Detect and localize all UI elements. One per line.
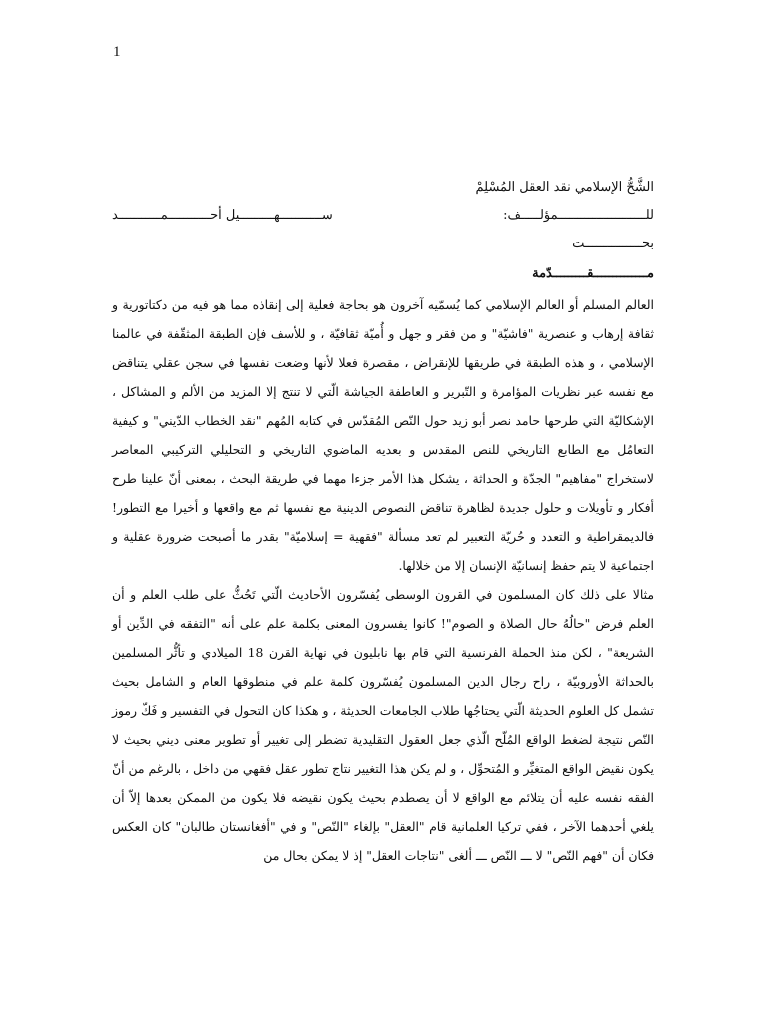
document-subtitle: بحـــــــــــــــت: [572, 236, 654, 251]
paragraph: العالم المسلم أو العالم الإسلامي كما يُسمّيه آخرون هو بحاجة فعلية إلى إنقاذه مما هو فيه من دكتاتورية و ثقافة إرهاب و عنصرية "فاشيّة" و من فقر و جهل و أُميّة ثقافيّة ، و للأسف فإن الطبقة المثقّفة في عالمنا الإسلامي ، و هذه الطبقة في طريقها للإنقراض ، مقصرة فعلا لأنها وضعت نفسها في سجن عقلي يتناقض مع نفسه عبر نظريات المؤامرة و التّبرير و العاطفة الجياشة الّتي لا تنتج إلا المزيد من الألم و المشاكل ، الإشكاليّة التي طرحها حامد نصر أبو زيد حول النّص المُقدّس في كتابه المُهم "نقد الخطاب الدّيني" و كيفية التعامُل مع الطابع التاريخي للنص المقدس و بعديه الماضوي التاريخي و التحليلي التركيبي المعاصر لاستخراج "مفاهيم" الجدّة و الحداثة ، يشكل هذا الأمر جزءا مهما في طريقة البحث ، بمعنى أنّ علينا طرح أفكار و تأويلات و حلول جديدة لظاهرة تناقض النصوص الدينية مع نفسها ثم مع واقعها و أخيرا مع التطور! فالديمقراطية و التعدد و حُريّة التعبير لم تعد مسألة "فقهية = إسلاميّة" بقدر ما أصبحت ضرورة عقلية و اجتماعية لا يتم حفظ إنسانيّة الإنسان إلا من خلالها.: [112, 297, 654, 573]
author-line: [112, 204, 654, 232]
paragraph: مثالا على ذلك كان المسلمون في القرون الوسطى يُفسّرون الأحاديث الّتي تَحُثُّ على طلب العلم و أن العلم فرض "حالُهُ حال الصلاة و الصوم"! كانوا يفسرون المعنى بكلمة علم على أنه "التفقه في الدِّين أو الشريعة" ، لكن منذ الحملة الفرنسية التي قام بها نابليون في نهاية القرن 18 الميلادي و تأثُّر المسلمين بالحداثة الأوروبيّة ، راح رجال الدين المسلمون يُفسّرون كلمة علم في منطوقها العام و الشامل بحيث تشمل كل العلوم الحديثة الّتي يحتاجُها طلاب الجامعات الحديثة ، و هكذا كان التحول في التفسير و فَكّ رموز النّص نتيجة لضغط الواقع المُلّح الّذي جعل العقول التقليدية تضطر إلى تغيير أو تطوير معنى ديني بحيث لا يكون نقيض الواقع المتغيِّر و المُتحوِّل ، و لم يكن هذا التغيير نتاج تطور عقل فقهي من داخل ، بالرغم من أنّ الفقه نفسه عليه أن يتلائم مع الواقع لا أن يصطدم بحيث يكون نقيضه فلا يكون من الممكن بعدها إلاّ أن يلغي أحدهما الآخر ، ففي تركيا العلمانية قام "العقل" بإلغاء "النّص" و في "أفغانستان طالبان" كان العكس فكان أن "فهم النّص" لا ـــ النّص ـــ ألغى "نتاجات العقل" إذ لا يمكن بحال من: [112, 587, 654, 863]
author-label: للـــــــــــــــــــــــمؤلـــــف:: [503, 208, 654, 223]
document-title: الشَّحُّ الإسلامي نقد العقل المُسْلِمْ: [475, 180, 654, 195]
section-heading: مــــــــــــــقـــــــــدّمة: [532, 266, 654, 281]
author-name: ســـــــــــهـــــــــيل أحـــــــــــمـــــــــــد: [112, 208, 333, 223]
document-body: [112, 176, 654, 870]
page-number: 1: [113, 44, 121, 60]
